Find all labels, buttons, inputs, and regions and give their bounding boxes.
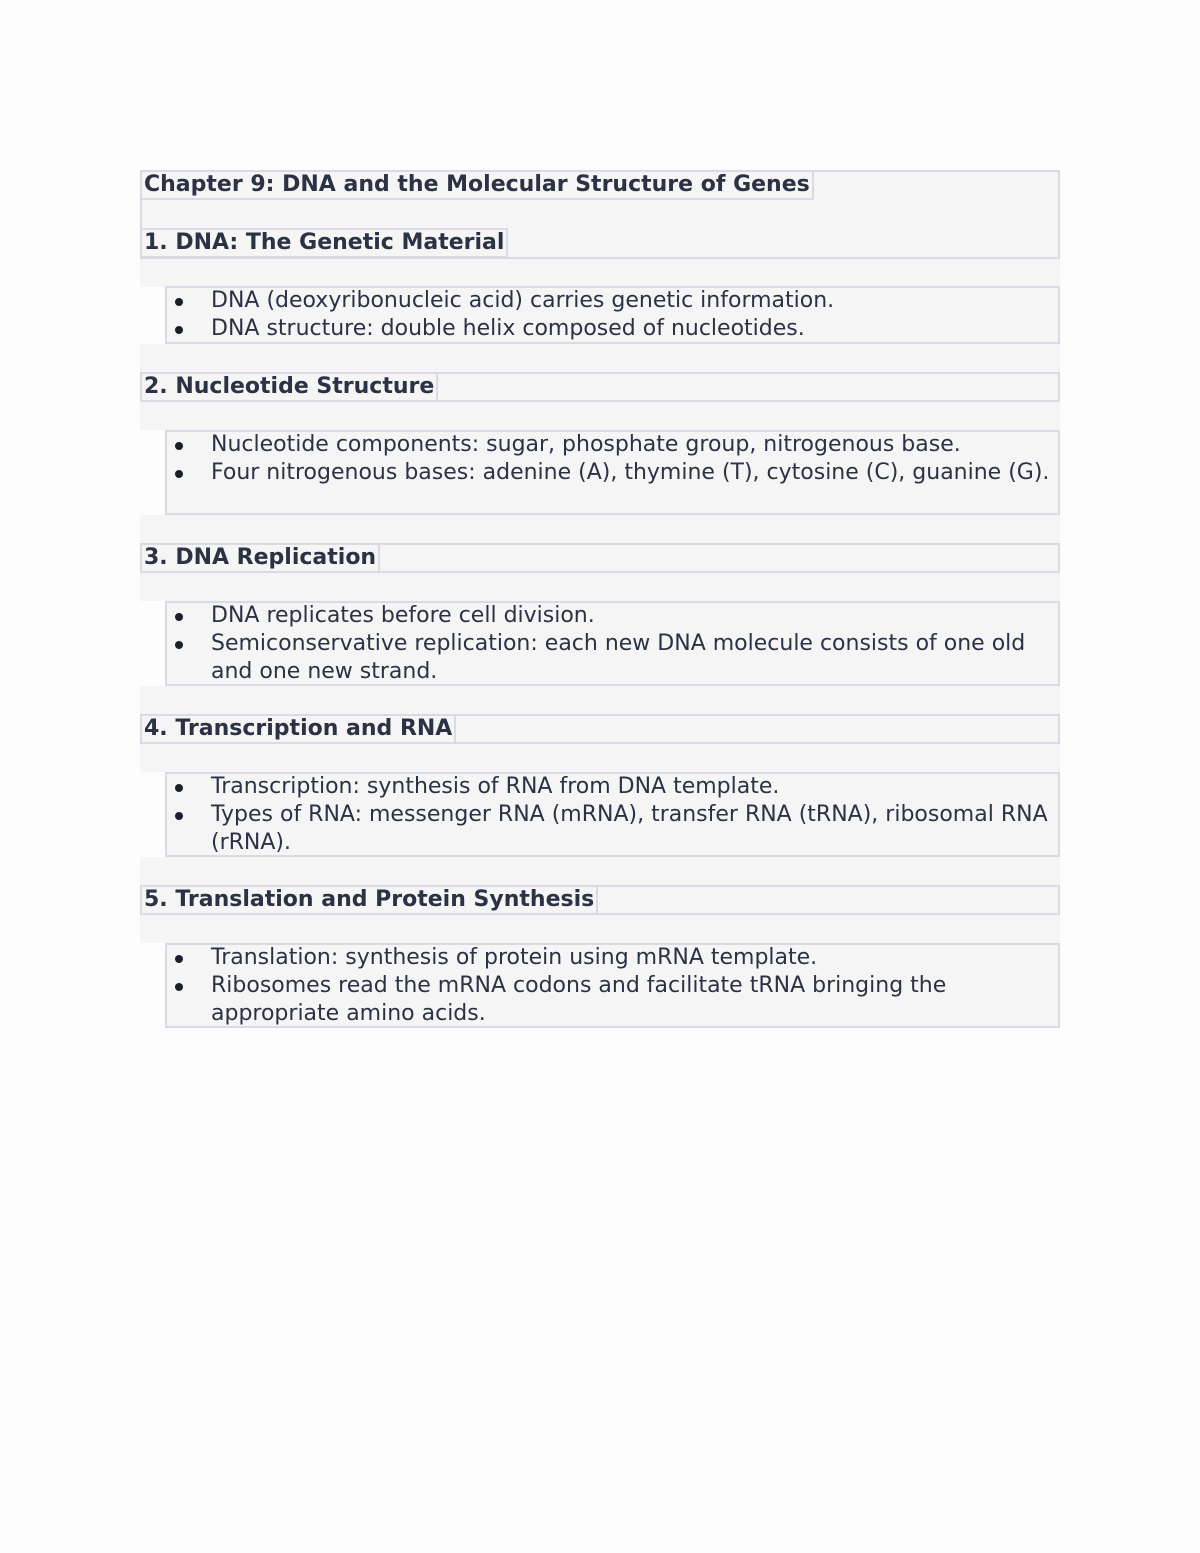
spacer-band xyxy=(140,344,1060,372)
spacer-band xyxy=(140,259,1060,287)
section-2-heading: 2. Nucleotide Structure xyxy=(140,372,438,402)
list-item: Ribosomes read the mRNA codons and facilitate tRNA bringing the appropriate amino acids. xyxy=(165,972,995,1028)
section-1-heading: 1. DNA: The Genetic Material xyxy=(140,228,508,258)
list-item: Types of RNA: messenger RNA (mRNA), transfer RNA (tRNA), ribosomal RNA (rRNA). xyxy=(165,801,1055,857)
section-4-list xyxy=(165,773,1055,857)
section-1-list xyxy=(165,287,1055,343)
list-item: DNA structure: double helix composed of nucleotides. xyxy=(165,315,1055,343)
spacer-band xyxy=(140,515,1060,543)
list-item: DNA (deoxyribonucleic acid) carries genetic information. xyxy=(165,287,1055,315)
spacer-band xyxy=(140,857,1060,885)
page-title: Chapter 9: DNA and the Molecular Structure of Genes xyxy=(140,170,814,200)
section-2-list xyxy=(165,431,1060,487)
spacer-band xyxy=(140,744,1060,772)
list-item: Nucleotide components: sugar, phosphate group, nitrogenous base. xyxy=(165,431,1060,459)
list-item: DNA replicates before cell division. xyxy=(165,602,1045,630)
section-3-list xyxy=(165,602,1045,686)
spacer-band xyxy=(140,573,1060,601)
list-item: Semiconservative replication: each new DNA molecule consists of one old and one new strand. xyxy=(165,630,1045,686)
spacer-band xyxy=(140,402,1060,430)
list-item: Translation: synthesis of protein using mRNA template. xyxy=(165,944,995,972)
section-4-heading: 4. Transcription and RNA xyxy=(140,714,456,744)
spacer-band xyxy=(140,915,1060,943)
section-5-heading: 5. Translation and Protein Synthesis xyxy=(140,885,598,915)
list-item: Transcription: synthesis of RNA from DNA template. xyxy=(165,773,1055,801)
spacer-band xyxy=(140,686,1060,714)
section-5-list xyxy=(165,944,995,1028)
list-item: Four nitrogenous bases: adenine (A), thymine (T), cytosine (C), guanine (G). xyxy=(165,459,1060,487)
section-3-heading: 3. DNA Replication xyxy=(140,543,380,573)
